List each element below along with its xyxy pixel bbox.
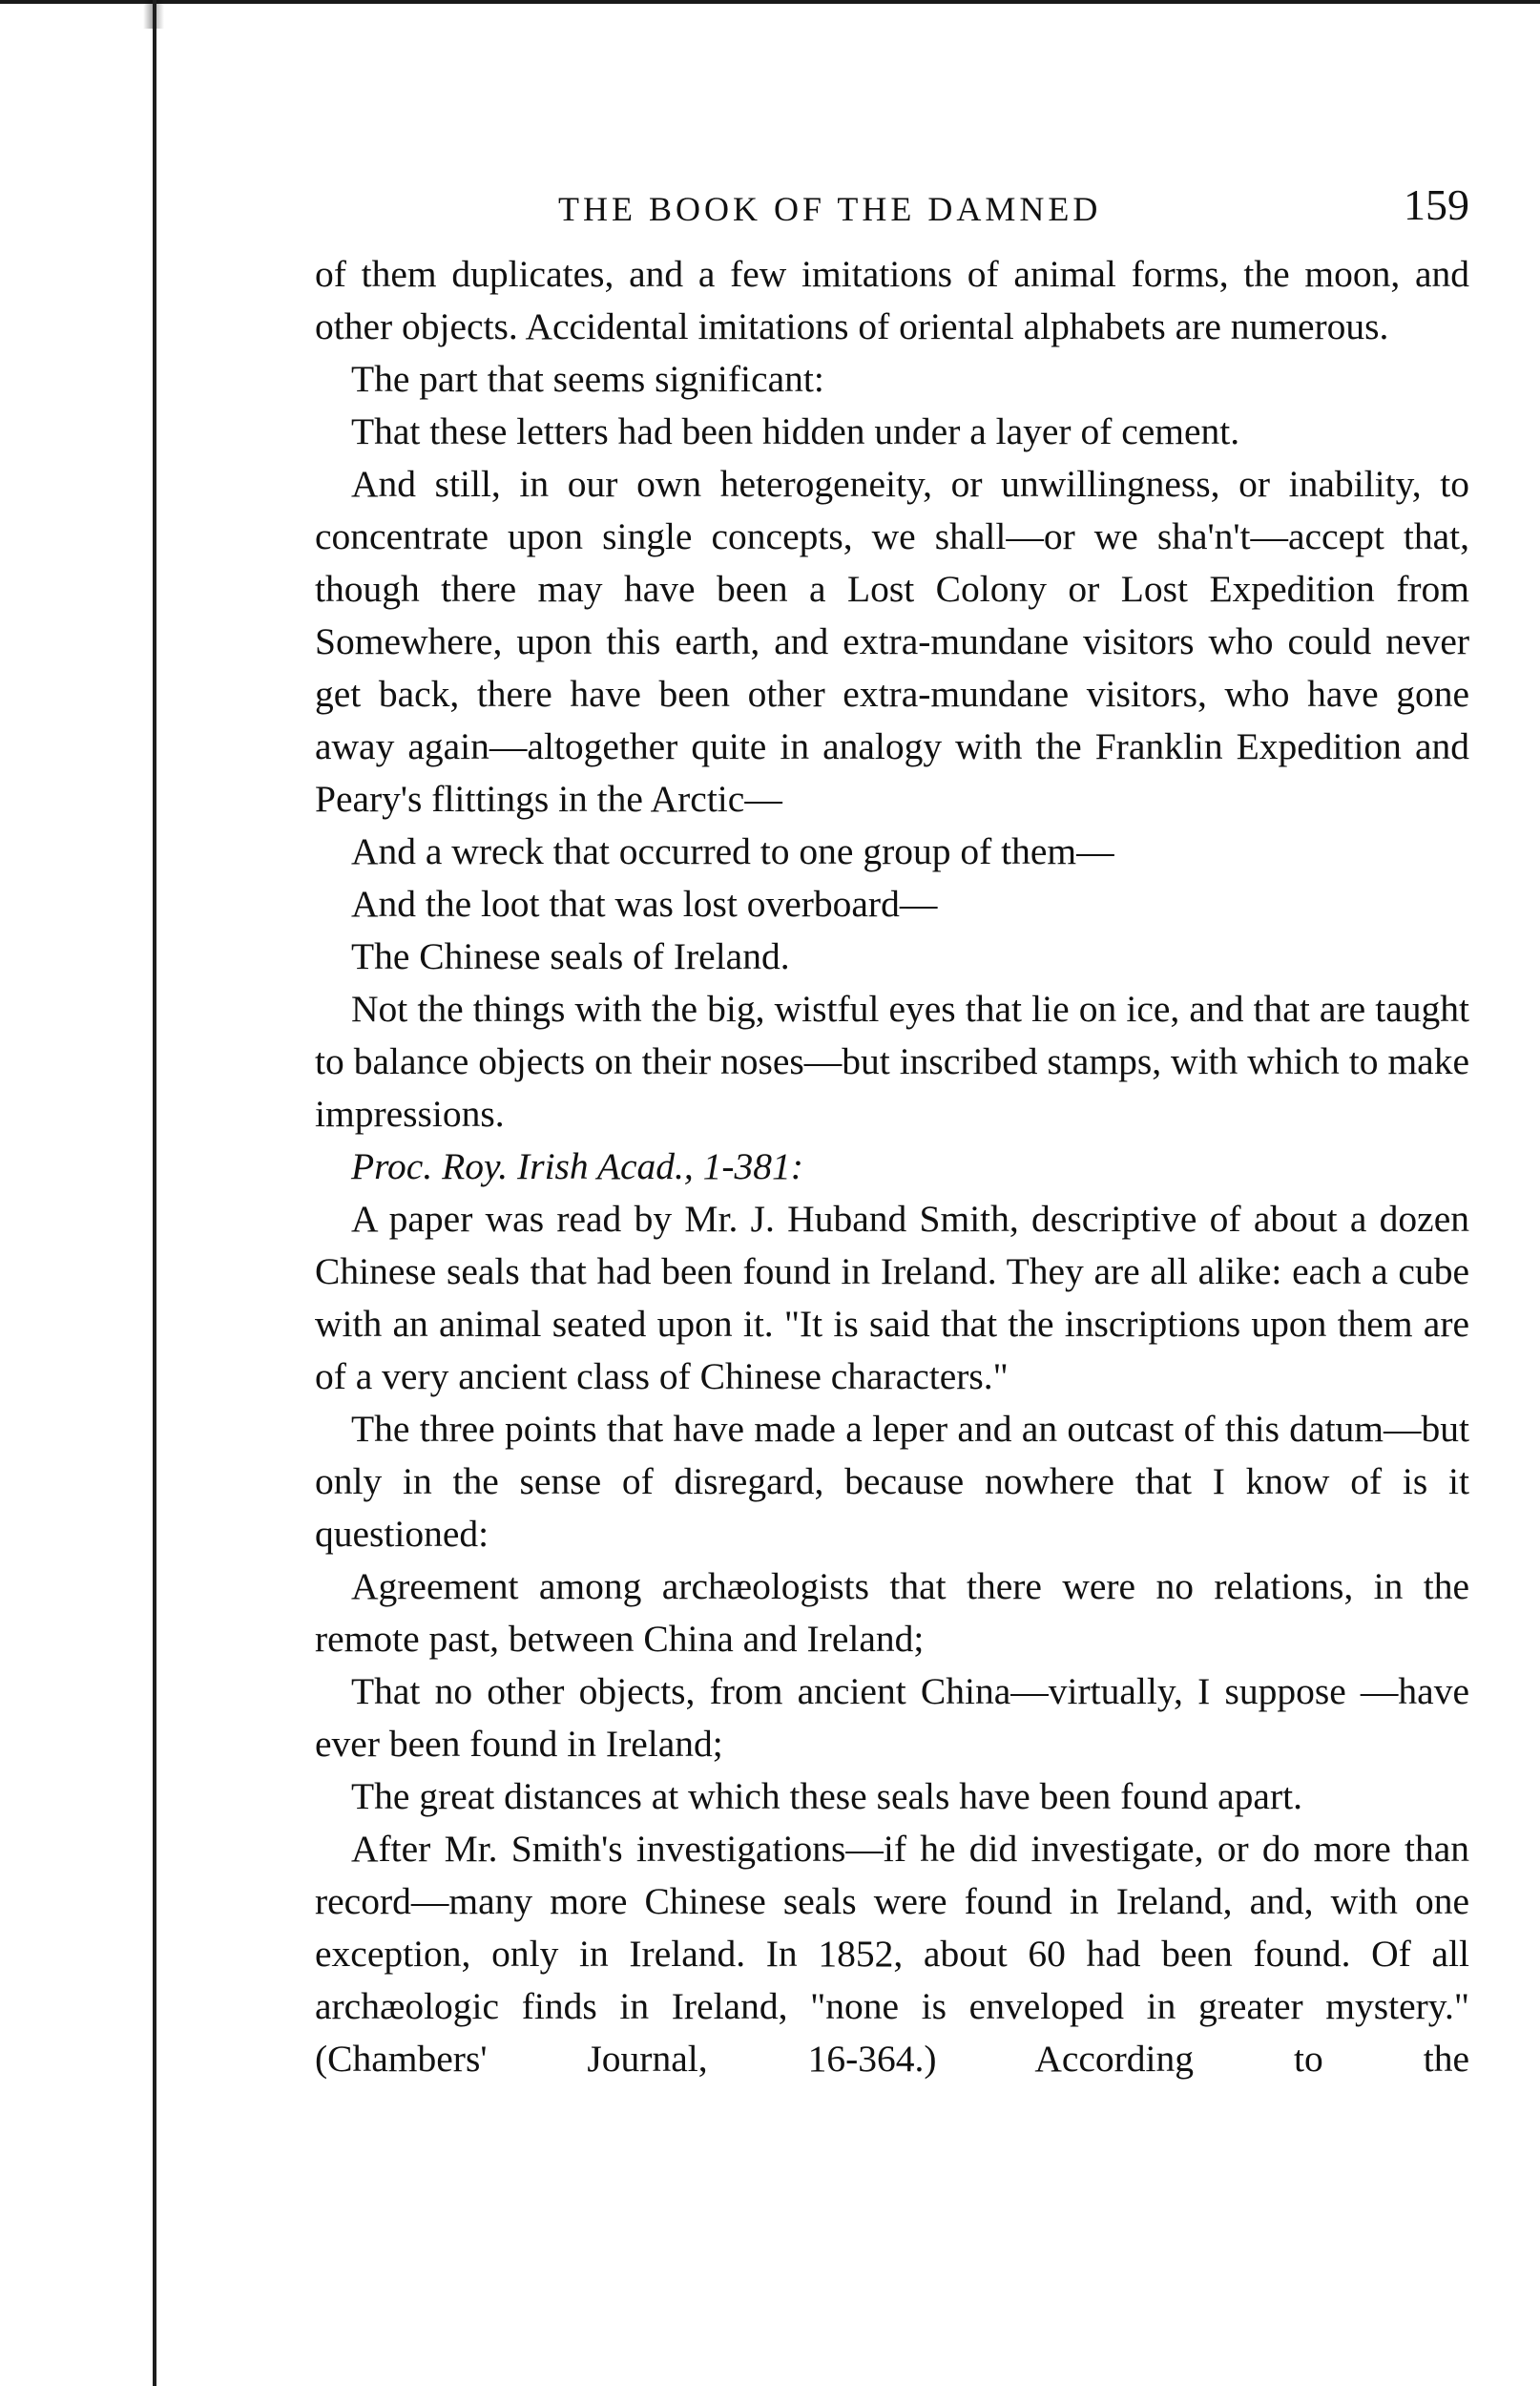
body-text <box>315 248 1469 2085</box>
paragraph: That no other objects, from ancient China—virtually, I suppose —have ever been found in Ireland; <box>315 1670 1469 1765</box>
paragraph: And still, in our own heterogeneity, or unwillingness, or inability, to concentrate upon single concepts, we shall—or we sha'n't—accept that, though there may have been a Lost Colony or Lost Expedition from Somewhere, upon this earth, and extra-mundane visitors who could never get back, there have been other extra-mundane visitors, who have gone away again—altogether quite in analogy with the Franklin Expedition and Peary's flittings in the Arctic— <box>315 463 1469 820</box>
paragraph: Agreement among archæologists that there were no relations, in the remote past, between China and Ireland; <box>315 1565 1469 1660</box>
paragraph: Not the things with the big, wistful eyes that lie on ice, and that are taught to balance objects on their noses—but inscribed stamps, with which to make impressions. <box>315 988 1469 1135</box>
page-top-edge <box>0 0 1540 4</box>
binding-gutter-line <box>153 0 156 2386</box>
page-number: 159 <box>1404 180 1469 229</box>
citation: Proc. Roy. Irish Acad., 1-381: <box>351 1145 803 1187</box>
running-title: THE BOOK OF THE DAMNED <box>558 190 1102 228</box>
paragraph: And the loot that was lost overboard— <box>351 883 938 925</box>
paragraph: The Chinese seals of Ireland. <box>351 935 790 977</box>
running-head <box>315 179 1469 237</box>
paragraph: That these letters had been hidden under a layer of cement. <box>351 410 1240 452</box>
paragraph: A paper was read by Mr. J. Huband Smith, descriptive of about a dozen Chinese seals that had been found in Ireland. They are all alike: each a cube with an animal seated upon it. "It is said that the inscriptions upon them are of a very ancient class of Chinese characters." <box>315 1198 1469 1397</box>
paragraph: After Mr. Smith's investigations—if he did investigate, or do more than record—many more Chinese seals were found in Ireland, and, with one exception, only in Ireland. In 1852, about 60 had been found. Of all archæologic finds in Ireland, "none is enveloped in greater mystery." (Chambers' Journal, 16-364.) According to the <box>315 1828 1469 2080</box>
paragraph: The three points that have made a leper and an outcast of this datum—but only in the sense of disregard, because nowhere that I know of is it questioned: <box>315 1408 1469 1555</box>
paragraph: The part that seems significant: <box>351 358 824 400</box>
paragraph: The great distances at which these seals have been found apart. <box>351 1775 1302 1817</box>
paragraph: And a wreck that occurred to one group of them— <box>351 830 1114 872</box>
paragraph: of them duplicates, and a few imitations of animal forms, the moon, and other objects. Accidental imitations of oriental alphabets are numerous. <box>315 253 1469 347</box>
